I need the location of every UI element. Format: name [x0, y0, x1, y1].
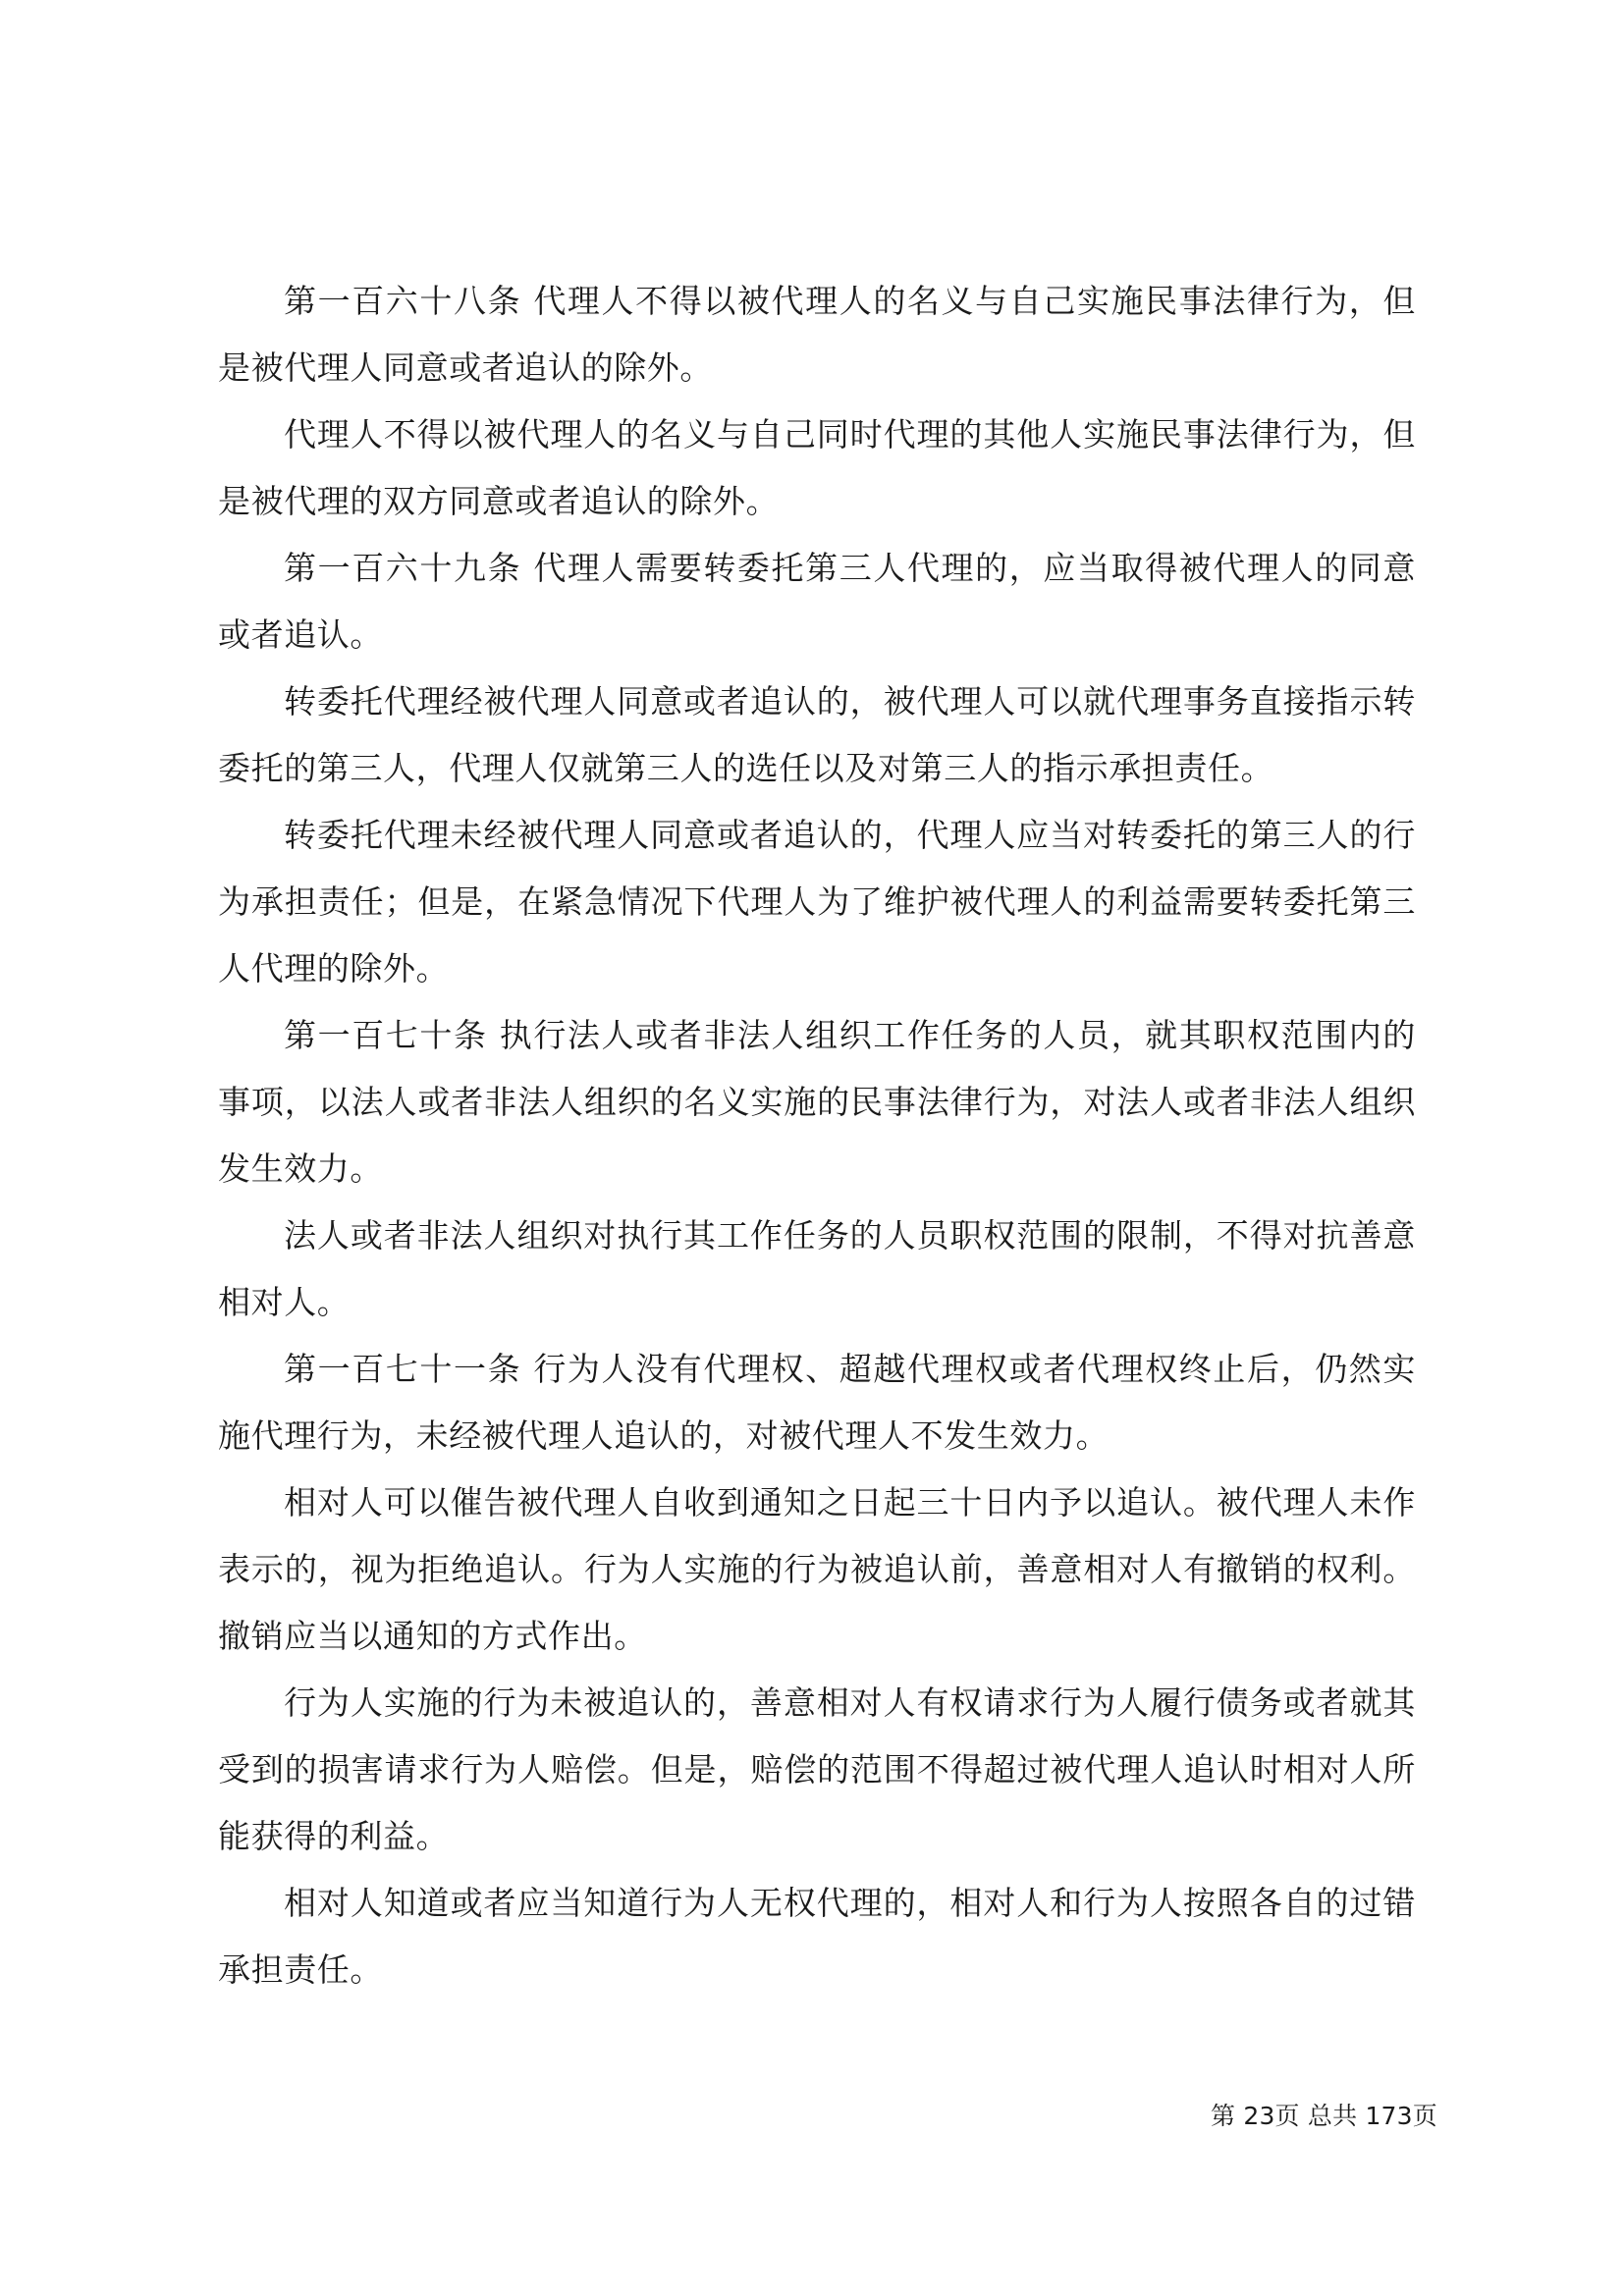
paragraph-article-171-clause-4: 相对人知道或者应当知道行为人无权代理的，相对人和行为人按照各自的过错承担责任。	[218, 1884, 1416, 1989]
paragraph-article-170-clause-2: 法人或者非法人组织对执行其工作任务的人员职权范围的限制，不得对抗善意相对人。	[218, 1216, 1416, 1321]
document-body	[218, 268, 1416, 2003]
paragraph-article-169-clause-3: 转委托代理未经被代理人同意或者追认的，代理人应当对转委托的第三人的行为承担责任；但是，在紧急情况下代理人为了维护被代理人的利益需要转委托第三人代理的除外。	[218, 816, 1416, 988]
paragraph-article-168: 第一百六十八条 代理人不得以被代理人的名义与自己实施民事法律行为，但是被代理人同意或者追认的除外。	[218, 282, 1416, 387]
paragraph-article-171-clause-3: 行为人实施的行为未被追认的，善意相对人有权请求行为人履行债务或者就其受到的损害请求行为人赔偿。但是，赔偿的范围不得超过被代理人追认时相对人所能获得的利益。	[218, 1683, 1416, 1855]
paragraph-article-171: 第一百七十一条 行为人没有代理权、超越代理权或者代理权终止后，仍然实施代理行为，未经被代理人追认的，对被代理人不发生效力。	[218, 1350, 1416, 1455]
paragraph-article-171-clause-2: 相对人可以催告被代理人自收到通知之日起三十日内予以追认。被代理人未作表示的，视为拒绝追认。行为人实施的行为被追认前，善意相对人有撤销的权利。撤销应当以通知的方式作出。	[218, 1483, 1416, 1655]
paragraph-article-170: 第一百七十条 执行法人或者非法人组织工作任务的人员，就其职权范围内的事项，以法人或者非法人组织的名义实施的民事法律行为，对法人或者非法人组织发生效力。	[218, 1016, 1416, 1188]
paragraph-article-169-clause-2: 转委托代理经被代理人同意或者追认的，被代理人可以就代理事务直接指示转委托的第三人，代理人仅就第三人的选任以及对第三人的指示承担责任。	[218, 682, 1416, 787]
paragraph-article-169: 第一百六十九条 代理人需要转委托第三人代理的，应当取得被代理人的同意或者追认。	[218, 549, 1416, 654]
paragraph-article-168-clause-2: 代理人不得以被代理人的名义与自己同时代理的其他人实施民事法律行为，但是被代理的双方同意或者追认的除外。	[218, 415, 1416, 520]
page-number-footer: 第 23页 总共 173页	[1211, 2102, 1437, 2130]
